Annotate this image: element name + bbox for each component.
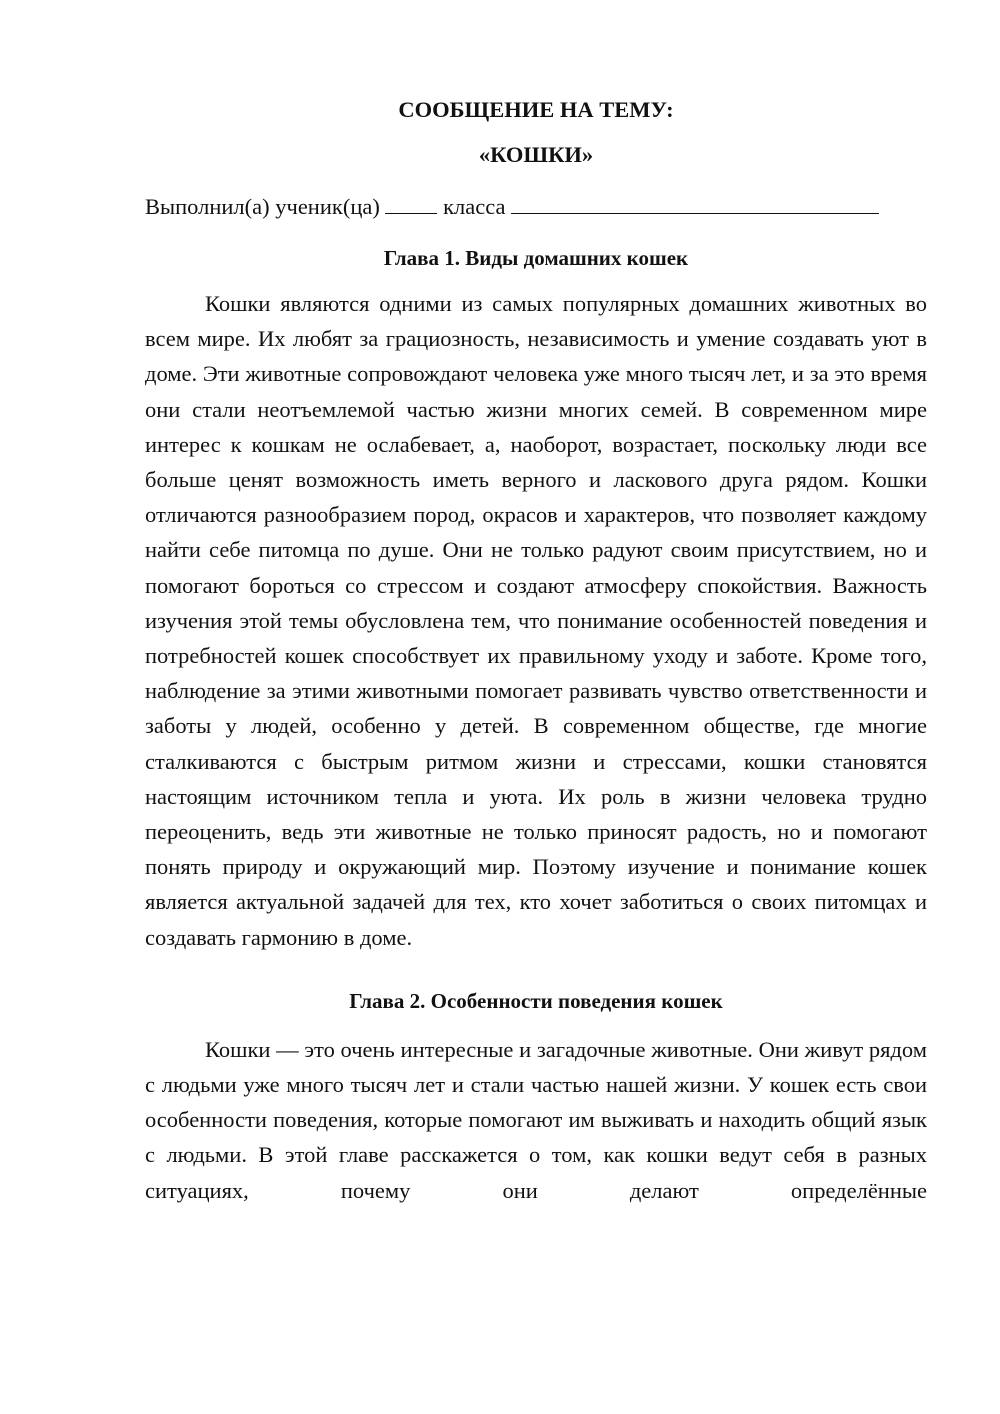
author-name-blank [511,191,879,214]
class-label: класса [443,194,506,219]
author-prefix: Выполнил(а) ученик(ца) [145,194,380,219]
chapter-1-paragraph: Кошки являются одними из самых популярных домашних животных во всем мире. Их любят за грациозность, независимость и умение создавать уют в доме. Эти животные сопровождают человека уже много тысяч лет, и за это время они стали неотъемлемой частью жизни многих семей. В современном мире интерес к кошкам не ослабевает, а, наоборот, возрастает, поскольку люди все больше ценят возможность иметь верного и ласкового друга рядом. Кошки отличаются разнообразием пород, окрасов и характеров, что позволяет каждому найти себе питомца по душе. Они не только радуют своим присутствием, но и помогают бороться со стрессом и создают атмосферу спокойствия. Важность изучения этой темы обусловлена тем, что понимание особенностей поведения и потребностей кошек способствует их правильному уходу и заботе. Кроме того, наблюдение за этими животными помогает развивать чувство ответственности и заботы у людей, особенно у детей. В современном обществе, где многие сталкиваются с быстрым ритмом жизни и стрессами, кошки становятся настоящим источником тепла и уюта. Их роль в жизни человека трудно переоценить, ведь эти животные не только приносят радость, но и помогают понять природу и окружающий мир. Поэтому изучение и понимание кошек является актуальной задачей для тех, кто хочет заботиться о своих питомцах и создавать гармонию в доме. [145,291,927,950]
document-topic-title: «КОШКИ» [478,142,594,167]
document-content [145,94,927,1208]
chapter-2-paragraph: Кошки — это очень интересные и загадочные животные. Они живут рядом с людьми уже много тысяч лет и стали частью нашей жизни. У кошек есть свои особенности поведения, которые помогают им выживать и находить общий язык с людьми. В этой главе расскажется о том, как кошки ведут себя в разных ситуациях, почему они делают определённые [145,1036,927,1203]
chapter-1-heading: Глава 1. Виды домашних кошек [383,246,689,270]
author-line [145,191,927,223]
class-number-blank [385,191,437,214]
document-title-label: СООБЩЕНИЕ НА ТЕМУ: [398,97,674,122]
chapter-2-heading: Глава 2. Особенности поведения кошек [349,988,723,1013]
